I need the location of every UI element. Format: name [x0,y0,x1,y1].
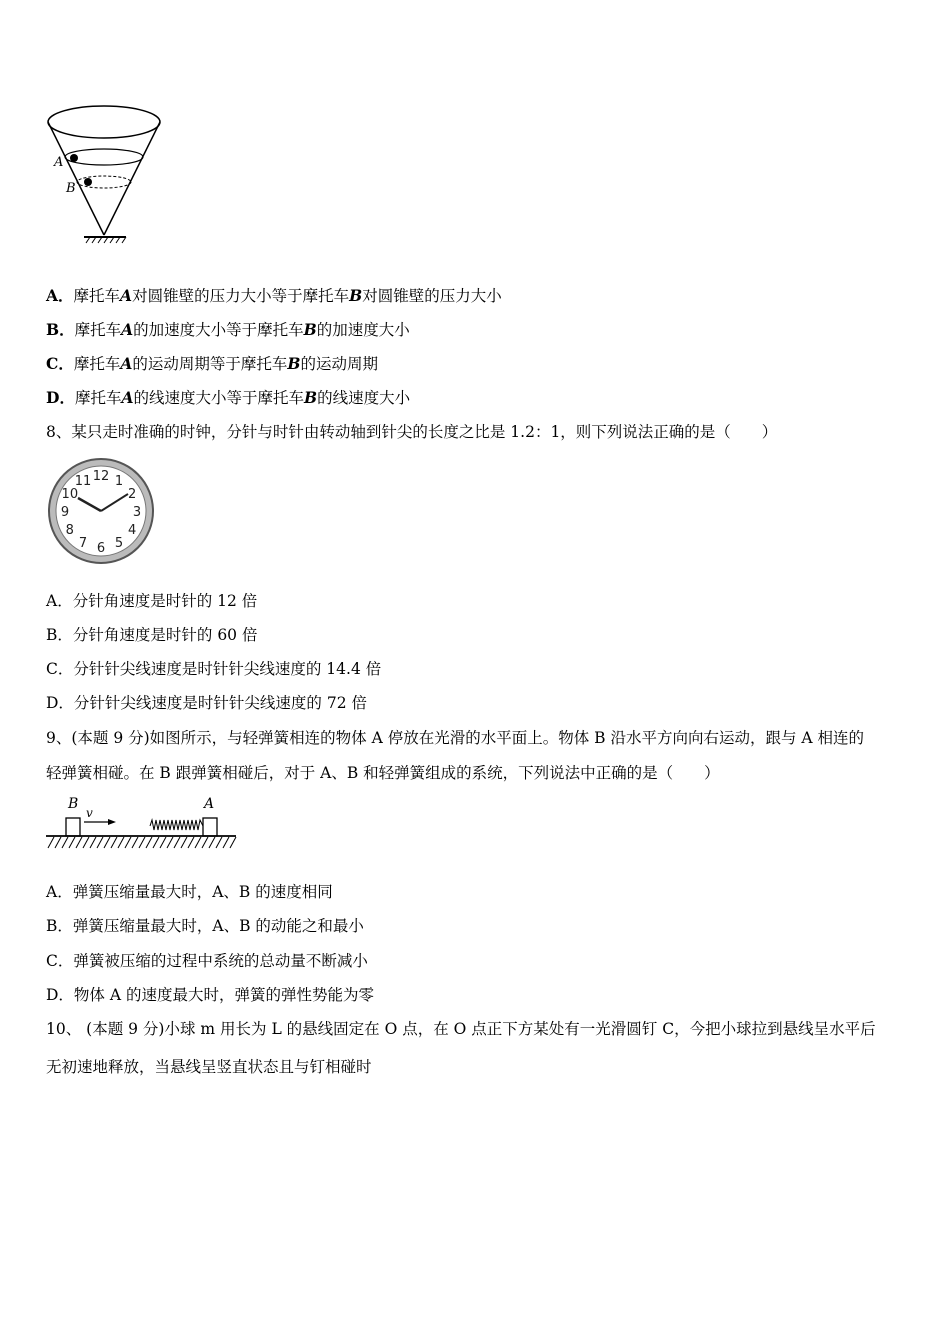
ground-hatch [146,837,152,848]
q9-option-d[interactable]: D．物体 A 的速度最大时，弹簧的弹性势能为零 [46,986,374,1004]
q10-line2: 无初速地释放，当悬线呈竖直状态且与钉相碰时 [46,1058,372,1076]
label-a: A [204,796,215,812]
q9-stem-line2: 轻弹簧相碰。在 B 跟弹簧相碰后，对于 A、B 和轻弹簧组成的系统，下列说法中正确的是（ ） [46,764,720,782]
option-a[interactable]: A．摩托车A对圆锥壁的压力大小等于摩托车B对圆锥壁的压力大小 [46,286,502,305]
q9-option-a[interactable]: A．弹簧压缩量最大时，A、B 的速度相同 [46,883,333,901]
ground-hatch [118,837,124,848]
ground-hatch [223,837,229,848]
q10-line1: 10、 (本题 9 分)小球 m 用长为 L 的悬线固定在 O 点，在 O 点正下方某处有一光滑圆钉 C，今把小球拉到悬线呈水平后 [46,1020,876,1038]
clock-number: 11 [74,473,92,489]
option-b[interactable]: B．摩托车A的加速度大小等于摩托车B的加速度大小 [46,320,410,339]
cone-figure [44,100,169,250]
ground-hatch [202,837,208,848]
q9-option-c[interactable]: C．弹簧被压缩的过程中系统的总动量不断减小 [46,952,368,970]
q8-stem: 8、某只走时准确的时钟，分针与时针由转动轴到针尖的长度之比是 1.2：1，则下列说法正确的是（ ） [46,423,778,441]
ground-hatch [90,837,96,848]
clock-number: 1 [114,473,124,489]
clock-number: 5 [114,536,124,552]
ground-hatch [69,837,75,848]
ground-hatch [153,837,159,848]
ground-hatch [230,837,236,848]
clock-number: 3 [132,505,142,520]
clock-number: 6 [96,541,106,556]
ground-hatch [97,837,103,848]
ground-hatch [132,837,138,848]
label-v: v [86,806,93,820]
ground-hatch [188,837,194,848]
clock-number: 4 [128,523,137,538]
q8-option-b[interactable]: B．分针角速度是时针的 60 倍 [46,626,258,644]
ground-hatch [111,837,117,848]
option-d[interactable]: D．摩托车A的线速度大小等于摩托车B的线速度大小 [46,388,411,407]
spring-figure [44,792,244,854]
ground-hatch [195,837,201,848]
ground-hatch [174,837,180,848]
ground-hatch [104,837,110,848]
ground-hatch [62,837,68,848]
clock-number: 12 [92,469,110,484]
ground-hatch [209,837,215,848]
ground-hatch [55,837,61,848]
ground-hatch [83,837,89,848]
ground-hatch [125,837,131,848]
clock-figure [46,456,156,566]
ground-hatch [167,837,173,848]
q8-option-c[interactable]: C．分针针尖线速度是时针针尖线速度的 14.4 倍 [46,660,382,678]
q9-stem-line1: 9、(本题 9 分)如图所示，与轻弹簧相连的物体 A 停放在光滑的水平面上。物体 B 沿水平方向向右运动，跟与 A 相连的 [46,729,865,747]
q8-option-a[interactable]: A．分针角速度是时针的 12 倍 [46,592,258,610]
q9-option-b[interactable]: B．弹簧压缩量最大时，A、B 的动能之和最小 [46,917,364,935]
clock-number: 10 [61,487,79,502]
ground-hatch [160,837,166,848]
label-b: B [68,796,79,812]
label-b: B [66,181,76,196]
ground-hatch [139,837,145,848]
ground-hatch [181,837,187,848]
label-a: A [54,155,64,170]
clock-number: 8 [65,523,74,538]
ground-hatch [48,837,54,848]
clock-number: 2 [128,487,137,502]
option-c[interactable]: C．摩托车A的运动周期等于摩托车B的运动周期 [46,354,379,373]
clock-number: 9 [60,505,70,520]
clock-number: 7 [78,536,88,552]
ground-hatch [76,837,82,848]
ground-hatch [216,837,222,848]
q8-option-d[interactable]: D．分针针尖线速度是时针针尖线速度的 72 倍 [46,694,368,712]
